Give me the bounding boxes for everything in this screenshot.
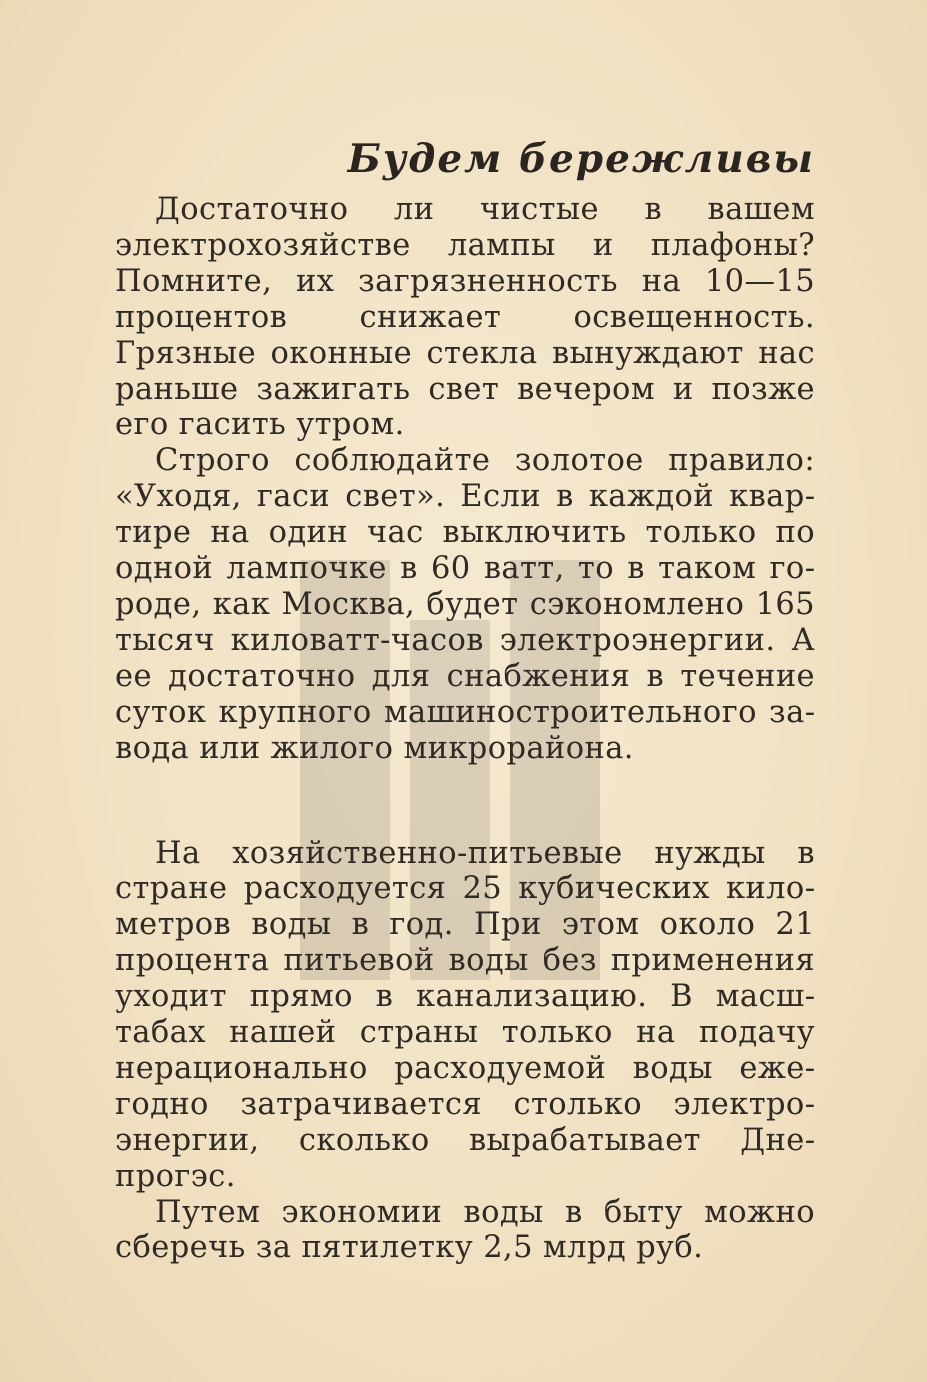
paragraph-1: Достаточно ли чистые в вашем электрохозяйстве лампы и плафоны? Помните, их загрязненность на 10—15 процентов снижает освещенность. Грязные оконные стекла вынуждают нас раньше зажигать свет вечером и позже его гасить утром. [115,192,815,443]
paragraph-2: Строго соблюдайте золотое правило: «Уходя, гаси свет». Если в каждой квартире на один час выключить только по одной лампочке в 60 ватт, то в таком городе, как Москва, будет сэкономлено 165 тысяч киловатт-часов электроэнергии. А ее достаточно для снабжения в течение суток крупного машиностроительного завода или жилого микрорайона. [115,443,815,766]
article-title: Будем бережливы [347,136,815,182]
section-gap [115,767,815,836]
article [115,130,815,1266]
paragraph-4: Путем экономии воды в быту можно сберечь за пятилетку 2,5 млрд руб. [115,1194,815,1266]
paragraph-3: На хозяйственно-питьевые нужды в стране расходуется 25 кубических километров воды в год. При этом около 21 процента питьевой воды без применения уходит прямо в канализацию. В масштабах нашей страны только на подачу нерационально расходуемой воды ежегодно затрачивается столько электроэнергии, сколько вырабатывает Днепрогэс. [115,835,815,1194]
